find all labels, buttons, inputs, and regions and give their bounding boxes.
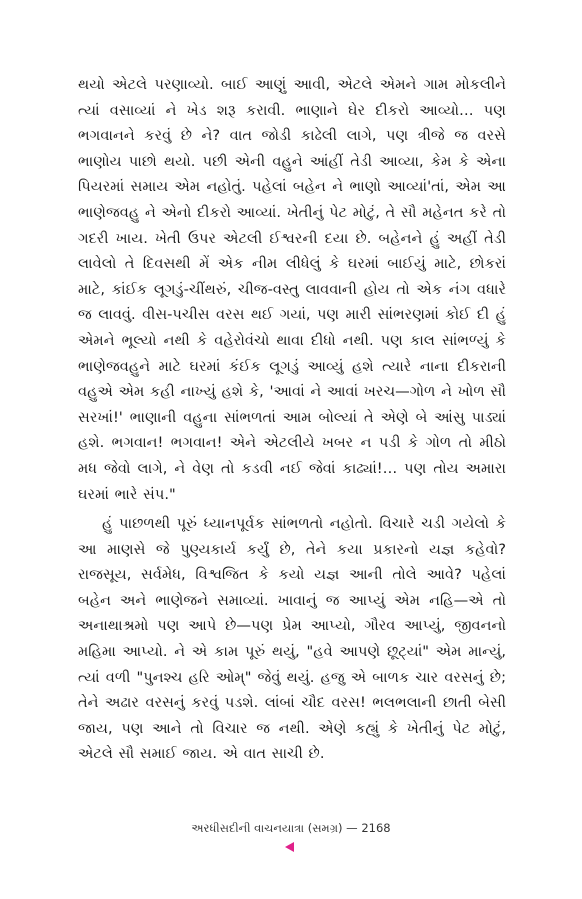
previous-page-icon[interactable] xyxy=(285,842,294,852)
running-footer: અરધીસદીની વાચનયાત્રા (સમગ્ર) — 2168 xyxy=(191,821,391,835)
paragraph: થયો એટલે પરણાવ્યો. બાઈ આણું આવી, એટલે એમને ગામ મોકલીને ત્યાં વસાવ્યાં ને ખેડ શરૂ કરાવી. ભાણાને ઘેર દીકરો આવ્યો… પણ ભગવાનને કરવું છે ને? વાત જોડી કાઢેલી લાગે, પણ ત્રીજે જ વરસે ભાણોય પાછો થયો. પછી એની વહુને આંહીં તેડી આવ્યા, કેમ કે એના પિયરમાં સમાય એમ નહોતું. પહેલાં બહેન ને ભાણો આવ્યાં'તાં, એમ આ ભાણેજવહુ ને એનો દીકરો આવ્યાં. ખેતીનું પેટ મોટું, તે સૌ મહેનત કરે તો ગદરી ખાય. ખેતી ઉપર એટલી ઈશ્વરની દયા છે. બહેનને હું અહીં તેડી લાવેલો તે દિવસથી મેં એક નીમ લીધેલું કે ઘરમાં બાઈયું માટે, છોકરાં માટે, કાંઈક લૂગડું-ચીંથરું, ચીજ-વસ્તુ લાવવાની હોય તો એક નંગ વધારે જ લાવવું. વીસ-પચીસ વરસ થઈ ગયાં, પણ મારી સાંભરણમાં કોઈ દી હું એમને ભૂલ્યો નથી કે વહેરોવંચો થાવા દીધો નથી. પણ કાલ સાંભળ્યું કે ભાણેજવહુને માટે ઘરમાં કંઈક લૂગડું આવ્યું હશે ત્યારે નાના દીકરાની વહુએ એમ કહી નાખ્યું હશે કે, 'આવાં ને આવાં ખરચ—ગોળ ને ખોળ સૌ સરખાં!' ભાણાની વહુના સાંભળતાં આમ બોલ્યાં તે એણે બે આંસુ પાડ્યાં હશે. ભગવાન! ભગવાન! એને એટલીયે ખબર ન પડી કે ગોળ તો મીઠો મધ જેવો લાગે, ને વેણ તો કડવી નઈ જેવાં કાઢ્યાં!… પણ તોય અમારા ઘરમાં ભારે સંપ." xyxy=(78,76,506,503)
paragraph: હું પાછળથી પૂરું ધ્યાનપૂર્વક સાંભળતો નહોતો. વિચારે ચડી ગયેલો કે આ માણસે જે પુણ્યકાર્ય કર્યું છે, તેને કયા પ્રકારનો યજ્ઞ કહેવો? રાજસૂય, સર્વમેધ, વિશ્વજિત કે કયો યજ્ઞ આની તોલે આવે? પહેલાં બહેન અને ભાણેજને સમાવ્યાં. ખાવાનું જ આપ્યું એમ નહિ—એ તો અનાથાશ્રમો પણ આપે છે—પણ પ્રેમ આપ્યો, ગૌરવ આપ્યું, જીવનનો મહિમા આપ્યો. ને એ કામ પૂરું થયું, "હવે આપણે છૂટ્યાં" એમ માન્યું, ત્યાં વળી "પુનશ્ચ હરિ ઓમ્" જેવું થયું. હજુ એ બાળક ચાર વરસનું છે; તેને અઢાર વરસનું કરવું પડશે. લાંબાં ચૌદ વરસ! ભલભલાની છાતી બેસી જાય, પણ આને તો વિચાર જ નથી. એણે કહ્યું કે ખેતીનું પેટ મોટું, એટલે સૌ સમાઈ જાય. એ વાત સાચી છે. xyxy=(78,515,506,763)
page-body xyxy=(78,72,506,767)
